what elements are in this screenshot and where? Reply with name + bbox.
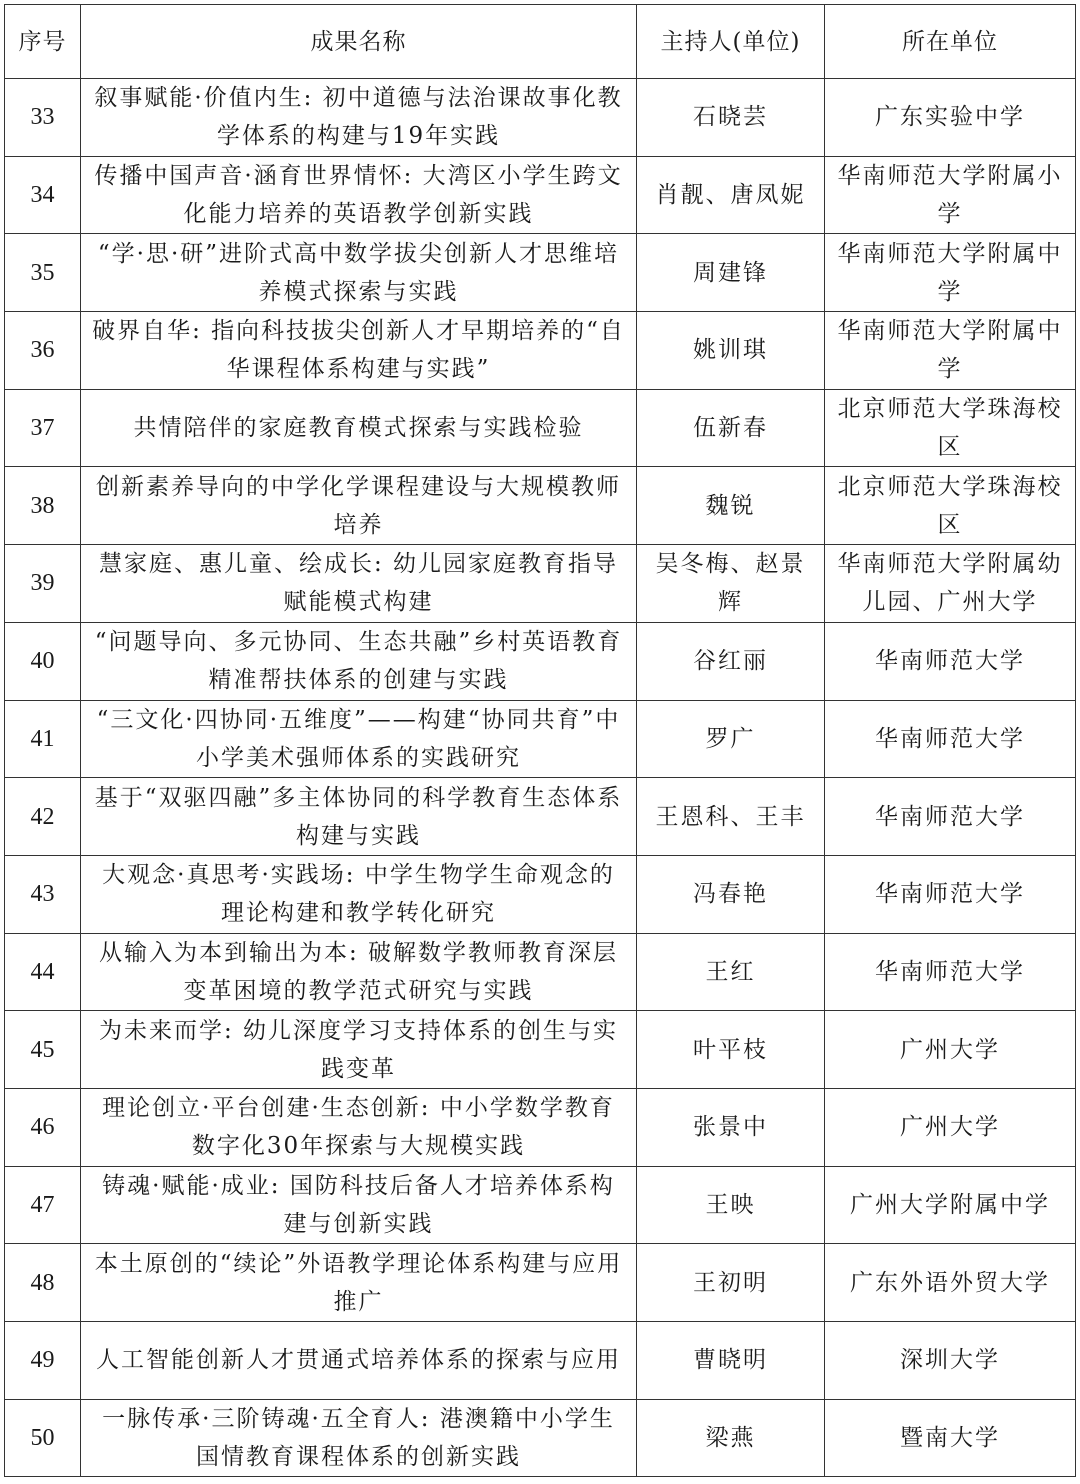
- serial-number-cell: 38: [5, 467, 81, 545]
- unit-cell: 华南师范大学: [825, 855, 1076, 933]
- table-row: [5, 79, 1076, 157]
- header-achievement-name: 成果名称: [81, 5, 637, 79]
- table-row: [5, 1322, 1076, 1400]
- header-host: 主持人(单位): [637, 5, 825, 79]
- achievements-table: [4, 4, 1076, 1477]
- unit-cell: 华南师范大学附属小学: [825, 156, 1076, 234]
- host-cell: 王红: [637, 933, 825, 1011]
- unit-cell: 华南师范大学附属中学: [825, 234, 1076, 312]
- achievement-name-cell: 铸魂·赋能·成业: 国防科技后备人才培养体系构建与创新实践: [81, 1166, 637, 1244]
- achievement-name-cell: “问题导向、多元协同、生态共融”乡村英语教育精准帮扶体系的创建与实践: [81, 622, 637, 700]
- table-row: [5, 234, 1076, 312]
- serial-number-cell: 49: [5, 1322, 81, 1400]
- serial-number-cell: 44: [5, 933, 81, 1011]
- achievement-name-cell: “三文化·四协同·五维度”——构建“协同共育”中小学美术强师体系的实践研究: [81, 700, 637, 778]
- table-row: [5, 700, 1076, 778]
- host-cell: 肖靓、唐凤妮: [637, 156, 825, 234]
- serial-number-cell: 46: [5, 1088, 81, 1166]
- host-cell: 梁燕: [637, 1399, 825, 1477]
- table-row: [5, 389, 1076, 467]
- serial-number-cell: 43: [5, 855, 81, 933]
- table-row: [5, 156, 1076, 234]
- achievements-table-container: [4, 4, 1075, 1477]
- table-row: [5, 312, 1076, 390]
- host-cell: 曹晓明: [637, 1322, 825, 1400]
- serial-number-cell: 36: [5, 312, 81, 390]
- achievement-name-cell: 基于“双驱四融”多主体协同的科学教育生态体系构建与实践: [81, 778, 637, 856]
- host-cell: 魏锐: [637, 467, 825, 545]
- serial-number-cell: 42: [5, 778, 81, 856]
- table-row: [5, 778, 1076, 856]
- achievement-name-cell: 慧家庭、惠儿童、绘成长: 幼儿园家庭教育指导赋能模式构建: [81, 545, 637, 623]
- achievement-name-cell: 叙事赋能·价值内生: 初中道德与法治课故事化教学体系的构建与19年实践: [81, 79, 637, 157]
- table-row: [5, 622, 1076, 700]
- achievement-name-cell: 人工智能创新人才贯通式培养体系的探索与应用: [81, 1322, 637, 1400]
- host-cell: 冯春艳: [637, 855, 825, 933]
- serial-number-cell: 34: [5, 156, 81, 234]
- table-row: [5, 545, 1076, 623]
- serial-number-cell: 48: [5, 1244, 81, 1322]
- achievement-name-cell: 创新素养导向的中学化学课程建设与大规模教师培养: [81, 467, 637, 545]
- serial-number-cell: 33: [5, 79, 81, 157]
- serial-number-cell: 39: [5, 545, 81, 623]
- host-cell: 叶平枝: [637, 1011, 825, 1089]
- unit-cell: 华南师范大学: [825, 622, 1076, 700]
- unit-cell: 暨南大学: [825, 1399, 1076, 1477]
- serial-number-cell: 35: [5, 234, 81, 312]
- serial-number-cell: 41: [5, 700, 81, 778]
- unit-cell: 华南师范大学附属中学: [825, 312, 1076, 390]
- host-cell: 石晓芸: [637, 79, 825, 157]
- host-cell: 吴冬梅、赵景辉: [637, 545, 825, 623]
- unit-cell: 北京师范大学珠海校区: [825, 389, 1076, 467]
- serial-number-cell: 40: [5, 622, 81, 700]
- unit-cell: 华南师范大学: [825, 778, 1076, 856]
- achievement-name-cell: 破界自华: 指向科技拔尖创新人才早期培养的“自华课程体系构建与实践”: [81, 312, 637, 390]
- table-row: [5, 1399, 1076, 1477]
- achievement-name-cell: 大观念·真思考·实践场: 中学生物学生命观念的理论构建和教学转化研究: [81, 855, 637, 933]
- unit-cell: 广东实验中学: [825, 79, 1076, 157]
- table-row: [5, 933, 1076, 1011]
- unit-cell: 华南师范大学附属幼儿园、广州大学: [825, 545, 1076, 623]
- unit-cell: 广州大学: [825, 1011, 1076, 1089]
- header-serial-number: 序号: [5, 5, 81, 79]
- serial-number-cell: 50: [5, 1399, 81, 1477]
- table-row: [5, 1088, 1076, 1166]
- table-row: [5, 467, 1076, 545]
- table-row: [5, 1244, 1076, 1322]
- host-cell: 张景中: [637, 1088, 825, 1166]
- achievement-name-cell: 一脉传承·三阶铸魂·五全育人: 港澳籍中小学生国情教育课程体系的创新实践: [81, 1399, 637, 1477]
- unit-cell: 广东外语外贸大学: [825, 1244, 1076, 1322]
- serial-number-cell: 47: [5, 1166, 81, 1244]
- serial-number-cell: 37: [5, 389, 81, 467]
- host-cell: 姚训琪: [637, 312, 825, 390]
- host-cell: 周建锋: [637, 234, 825, 312]
- achievement-name-cell: 从输入为本到输出为本: 破解数学教师教育深层变革困境的教学范式研究与实践: [81, 933, 637, 1011]
- host-cell: 王恩科、王丰: [637, 778, 825, 856]
- host-cell: 王映: [637, 1166, 825, 1244]
- table-row: [5, 1011, 1076, 1089]
- header-unit: 所在单位: [825, 5, 1076, 79]
- unit-cell: 北京师范大学珠海校区: [825, 467, 1076, 545]
- table-row: [5, 855, 1076, 933]
- unit-cell: 广州大学附属中学: [825, 1166, 1076, 1244]
- table-header-row: [5, 5, 1076, 79]
- table-body: [5, 79, 1076, 1477]
- achievement-name-cell: 传播中国声音·涵育世界情怀: 大湾区小学生跨文化能力培养的英语教学创新实践: [81, 156, 637, 234]
- host-cell: 伍新春: [637, 389, 825, 467]
- achievement-name-cell: 理论创立·平台创建·生态创新: 中小学数学教育数字化30年探索与大规模实践: [81, 1088, 637, 1166]
- achievement-name-cell: 本土原创的“续论”外语教学理论体系构建与应用推广: [81, 1244, 637, 1322]
- achievement-name-cell: “学·思·研”进阶式高中数学拔尖创新人才思维培养模式探索与实践: [81, 234, 637, 312]
- unit-cell: 广州大学: [825, 1088, 1076, 1166]
- serial-number-cell: 45: [5, 1011, 81, 1089]
- unit-cell: 华南师范大学: [825, 700, 1076, 778]
- host-cell: 王初明: [637, 1244, 825, 1322]
- achievement-name-cell: 共情陪伴的家庭教育模式探索与实践检验: [81, 389, 637, 467]
- host-cell: 谷红丽: [637, 622, 825, 700]
- achievement-name-cell: 为未来而学: 幼儿深度学习支持体系的创生与实践变革: [81, 1011, 637, 1089]
- unit-cell: 深圳大学: [825, 1322, 1076, 1400]
- unit-cell: 华南师范大学: [825, 933, 1076, 1011]
- table-row: [5, 1166, 1076, 1244]
- host-cell: 罗广: [637, 700, 825, 778]
